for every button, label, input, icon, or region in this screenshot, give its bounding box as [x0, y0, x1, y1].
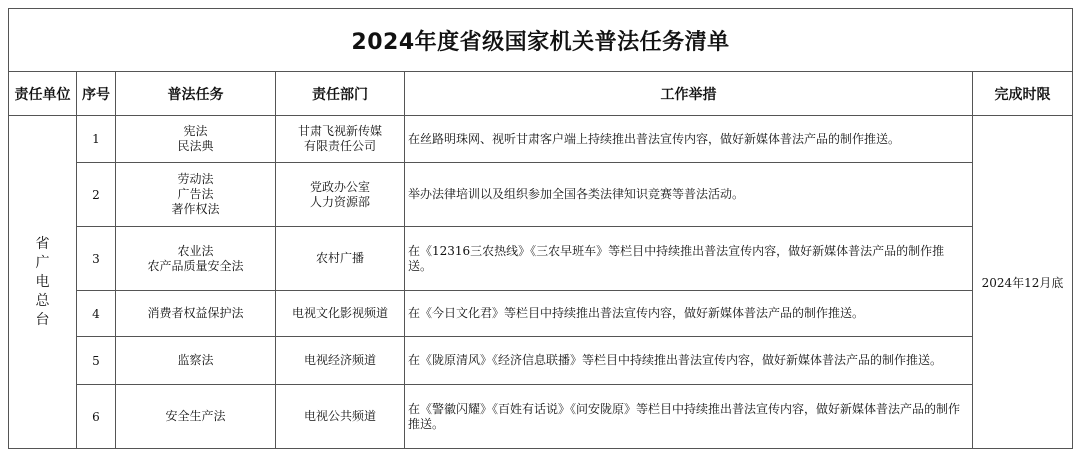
task-line: 民法典	[177, 139, 214, 153]
dept-cell	[276, 385, 405, 449]
seq-cell: 2	[77, 163, 116, 227]
dept-line: 人力资源部	[309, 194, 370, 209]
measure-cell: 在丝路明珠网、视听甘肃客户端上持续推出普法宣传内容，做好新媒体普法产品的制作推送。	[405, 116, 973, 163]
deadline-cell: 2024年12月底	[973, 116, 1073, 449]
dept-cell	[276, 163, 405, 227]
task-cell	[116, 337, 276, 385]
dept-line: 电视公共频道	[303, 409, 376, 423]
header-row	[9, 72, 1073, 116]
responsible-unit-cell	[9, 116, 77, 449]
task-list-sheet	[8, 8, 1072, 449]
seq-cell: 1	[77, 116, 116, 163]
dept-cell	[276, 227, 405, 291]
task-cell	[116, 163, 276, 227]
dept-line: 电视经济频道	[303, 353, 376, 367]
table-row	[9, 163, 1073, 227]
measure-cell: 在《陇原清风》《经济信息联播》等栏目中持续推出普法宣传内容，做好新媒体普法产品的制作推送。	[405, 337, 973, 385]
seq-cell: 5	[77, 337, 116, 385]
header-task: 普法任务	[116, 72, 276, 116]
measure-cell: 在《今日文化君》等栏目中持续推出普法宣传内容，做好新媒体普法产品的制作推送。	[405, 291, 973, 337]
task-line: 劳动法	[177, 172, 214, 186]
table-row	[9, 337, 1073, 385]
dept-line: 电视文化影视频道	[291, 306, 388, 320]
seq-cell: 6	[77, 385, 116, 449]
measure-cell: 举办法律培训以及组织参加全国各类法律知识竞赛等普法活动。	[405, 163, 973, 227]
table-row	[9, 291, 1073, 337]
dept-line: 农村广播	[315, 251, 364, 265]
table-row	[9, 385, 1073, 449]
task-cell	[116, 116, 276, 163]
task-line: 监察法	[177, 353, 214, 367]
dept-line: 有限责任公司	[303, 139, 376, 153]
seq-cell: 4	[77, 291, 116, 337]
unit-char: 总	[35, 292, 50, 309]
dept-cell	[276, 291, 405, 337]
task-line: 农产品质量安全法	[147, 258, 244, 273]
table-row	[9, 116, 1073, 163]
measure-cell: 在《警徽闪耀》《百姓有话说》《问安陇原》等栏目中持续推出普法宣传内容，做好新媒体普法产品的制作推送。	[405, 385, 973, 449]
sheet-title: 2024年度省级国家机关普法任务清单	[9, 9, 1073, 72]
task-line: 广告法	[177, 187, 214, 201]
unit-char: 广	[35, 254, 50, 271]
table-row	[9, 227, 1073, 291]
seq-cell: 3	[77, 227, 116, 291]
header-deadline: 完成时限	[973, 72, 1073, 116]
dept-cell	[276, 337, 405, 385]
task-cell	[116, 227, 276, 291]
unit-char: 台	[35, 311, 50, 328]
header-seq: 序号	[77, 72, 116, 116]
task-cell	[116, 291, 276, 337]
task-table	[8, 8, 1073, 449]
unit-char: 省	[35, 235, 50, 252]
dept-line: 甘肃飞视新传媒	[297, 124, 382, 138]
task-line: 宪法	[183, 124, 208, 138]
task-line: 著作权法	[171, 202, 220, 216]
title-row	[9, 9, 1073, 72]
header-unit: 责任单位	[9, 72, 77, 116]
task-line: 农业法	[177, 243, 214, 258]
task-cell	[116, 385, 276, 449]
header-measures: 工作举措	[405, 72, 973, 116]
dept-cell	[276, 116, 405, 163]
dept-line: 党政办公室	[309, 179, 370, 194]
task-line: 安全生产法	[165, 409, 226, 423]
measure-cell: 在《12316三农热线》《三农早班车》等栏目中持续推出普法宣传内容，做好新媒体普法产品的制作推送。	[405, 227, 973, 291]
header-dept: 责任部门	[276, 72, 405, 116]
task-line: 消费者权益保护法	[147, 306, 244, 320]
unit-char: 电	[35, 273, 50, 290]
